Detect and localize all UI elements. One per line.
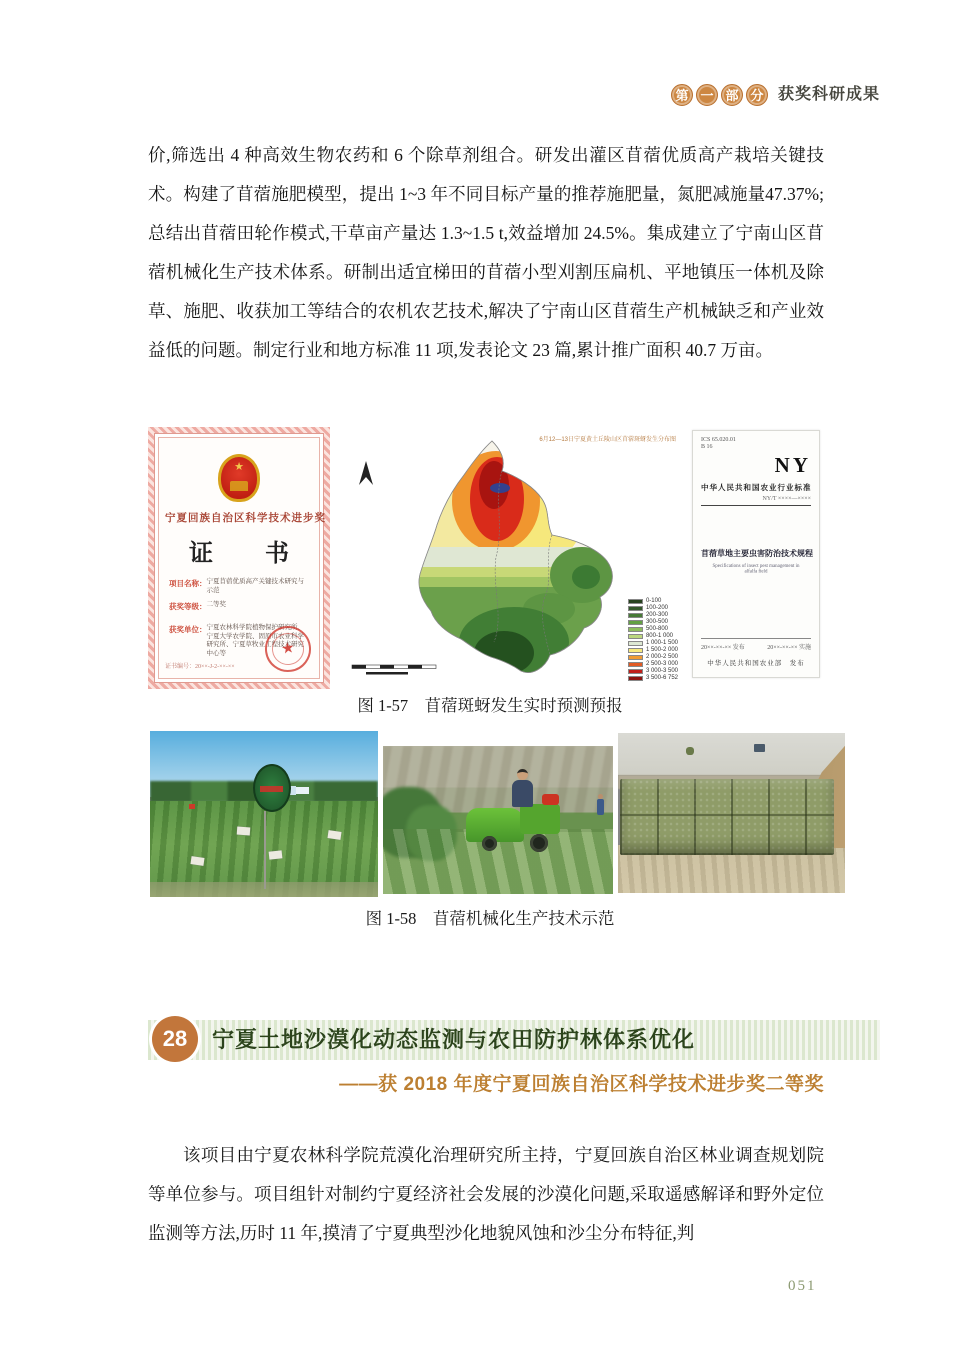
- legend-swatch: [628, 648, 643, 653]
- part-medallion: 部: [721, 84, 743, 106]
- legend-label: 300-500: [645, 619, 668, 625]
- legend-row: [628, 668, 678, 675]
- legend-swatch: [628, 634, 643, 639]
- legend-label: 100-200: [645, 605, 668, 611]
- legend-row: [628, 654, 678, 661]
- certificate-field-label: 获奖等级：: [169, 602, 207, 611]
- std-publisher: 中华人民共和国农业部 发布: [707, 660, 805, 667]
- part-medallions: [671, 84, 768, 106]
- legend-label: 0-100: [645, 598, 662, 604]
- header-section-title: 获奖科研成果: [777, 86, 880, 103]
- national-emblem-icon: [218, 454, 260, 502]
- legend-row: [628, 612, 678, 619]
- legend-row: [628, 661, 678, 668]
- legend-swatch: [628, 662, 643, 667]
- section-number-badge: 28: [152, 1016, 198, 1062]
- section-28-heading-band: [148, 1020, 880, 1060]
- legend-swatch: [628, 669, 643, 674]
- legend-swatch: [628, 676, 643, 681]
- std-rule: [701, 505, 811, 506]
- certificate-number: 证书编号：20××-J-2-××-××: [165, 664, 235, 670]
- legend-row: [628, 619, 678, 626]
- part-medallion: 分: [746, 84, 768, 106]
- page-header: [671, 84, 880, 106]
- legend-swatch: [628, 627, 643, 632]
- legend-row: [628, 647, 678, 654]
- certificate-field-value: 二等奖: [206, 601, 226, 608]
- legend-row: [628, 675, 678, 682]
- legend-row: [628, 626, 678, 633]
- certificate-field: [169, 578, 309, 596]
- std-title-english: Specifications of insect pest management in alfalfa field: [712, 563, 800, 575]
- award-certificate-image: [148, 427, 330, 689]
- figure-1-57-images: [148, 427, 824, 691]
- legend-label: 1 000-1 500: [645, 640, 678, 646]
- section-award-subtitle: ——获 2018 年度宁夏回族自治区科学技术进步奖二等奖: [339, 1074, 824, 1095]
- legend-label: 200-300: [645, 612, 668, 618]
- certificate-field-label: 获奖单位：: [169, 625, 207, 634]
- certificate-field-value: 宁夏苜蓿优质高产关键技术研究与示范: [206, 578, 304, 594]
- legend-label: 2 000-2 500: [645, 654, 678, 660]
- certificate-inner: [154, 433, 324, 683]
- legend-label: 3 500-6 752: [645, 675, 678, 681]
- legend-swatch: [628, 641, 643, 646]
- legend-label: 1 500-2 000: [645, 647, 678, 653]
- legend-label: 3 000-3 500: [645, 668, 678, 674]
- legend-row: [628, 640, 678, 647]
- legend-swatch: [628, 599, 643, 604]
- legend-swatch: [628, 613, 643, 618]
- legend-label: 800-1 000: [645, 633, 673, 639]
- photo-alfalfa-field-plots: [150, 731, 378, 897]
- map-title: 6月12—13日宁夏黄土丘陵山区苜蓿斑蚜发生分布图: [539, 437, 676, 443]
- legend-row: [628, 633, 678, 640]
- legend-row: [628, 598, 678, 605]
- certificate-field-label: 项目名称：: [169, 579, 207, 588]
- std-standard-line: 中华人民共和国农业行业标准: [701, 483, 812, 492]
- part-medallion: 一: [696, 84, 718, 106]
- std-title: 苜蓿草地主要虫害防治技术规程: [701, 549, 813, 558]
- legend-swatch: [628, 606, 643, 611]
- section-title: 宁夏土地沙漠化动态监测与农田防护林体系优化: [212, 1027, 696, 1052]
- industry-standard-document: [692, 430, 820, 678]
- figure-1-58-images: [150, 731, 845, 898]
- std-code-ny: NY: [774, 453, 811, 477]
- photo-hay-bales: [618, 733, 845, 893]
- scale-bar: [352, 665, 436, 675]
- map-legend: [626, 597, 680, 683]
- figure-1-58-caption: 图 1-58 苜蓿机械化生产技术示范: [365, 909, 615, 928]
- std-ics-code: ICS 65.020.01 B 16: [701, 437, 736, 450]
- body-paragraph-2: 该项目由宁夏农林科学院荒漠化治理研究所主持，宁夏回族自治区林业调查规划院等单位参与。项目组针对制约宁夏经济社会发展的沙漠化问题,采取遥感解译和野外定位监测等方法,历时 11 年,摸清了宁夏典型沙化地貌风蚀和沙尘分布特征,判: [148, 1145, 824, 1243]
- legend-swatch: [628, 655, 643, 660]
- hay-bale-stack-icon: [620, 779, 833, 854]
- page-number: 051: [788, 1278, 817, 1294]
- body-paragraph-1: 价,筛选出 4 种高效生物农药和 6 个除草剂组合。研发出灌区苜蓿优质高产栽培关键技术。构建了苜蓿施肥模型，提出 1~3 年不同目标产量的推荐施肥量，氮肥减施量47.37%;总结出苜蓿田轮作模式,干草亩产量达 1.3~1.5 t,效益增加 24.5%。集成建立了宁南山区苜蓿机械化生产技术体系。研制出适宜梯田的苜蓿小型刈割压扁机、平地镇压一体机及除草、施肥、收获加工等结合的农机农艺技术,解决了宁南山区苜蓿生产机械缺乏和产业效益低的问题。制定行业和地方标准 11 项,发表论文 23 篇,累计推广面积 40.7 万亩。: [148, 145, 824, 360]
- std-number: NY/T ××××—××××: [762, 496, 811, 502]
- aphid-forecast-map: [344, 427, 682, 685]
- certificate-field: [169, 601, 309, 619]
- certificate-award-title: 宁夏回族自治区科学技术进步奖: [165, 513, 326, 524]
- certificate-field-value: 宁夏农林科学院植物保护研究所、宁夏大学农学院、固原市农业科学研究所、宁夏草牧业工程技术研究中心等: [206, 624, 304, 657]
- part-medallion: 第: [671, 84, 693, 106]
- figure-1-57-caption: 图 1-57 苜蓿斑蚜发生实时预测预报: [357, 696, 623, 715]
- north-arrow-icon: [359, 461, 373, 485]
- mower-machine-icon: [466, 784, 570, 850]
- field-sign-icon: [253, 764, 291, 812]
- std-issue-dates: 20××-××-×× 发布 20××-××-×× 实施: [701, 638, 811, 651]
- legend-row: [628, 605, 678, 612]
- legend-label: 500-800: [645, 626, 668, 632]
- legend-label: 2 500-3 000: [645, 661, 678, 667]
- legend-swatch: [628, 620, 643, 625]
- photo-alfalfa-mower: [383, 746, 613, 894]
- certificate-title: 证 书: [189, 541, 303, 567]
